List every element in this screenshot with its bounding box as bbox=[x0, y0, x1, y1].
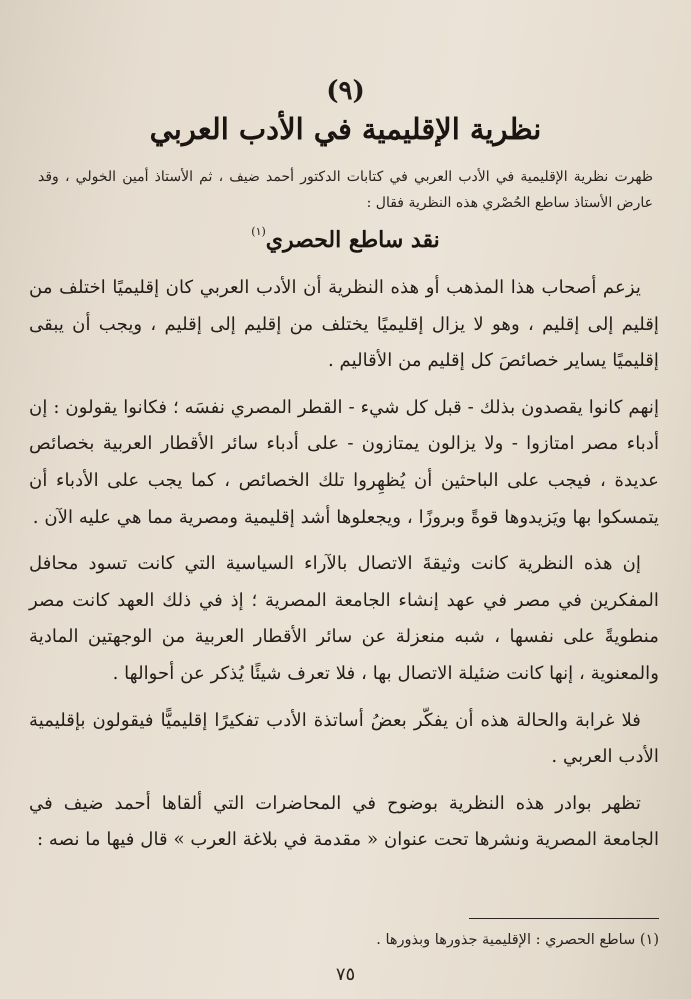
intro-paragraph: ظهرت نظرية الإقليمية في الأدب العربي في كتابات الدكتور أحمد ضيف ، ثم الأستاذ أمين الخولي ، وقد عارض الأستاذ ساطع الحُصْري هذه النظرية فقال : bbox=[38, 169, 653, 211]
page-number: ٧٥ bbox=[335, 964, 356, 985]
body-paragraph: يزعم أصحاب هذا المذهب أو هذه النظرية أن الأدب العربي كان إقليميًا اختلف من إقليم إلى إقليم ، وهو لا يزال إقليميًا يختلف من إقليم إلى إقليم ، ويجب أن يبقى إقليميًا يساير خصائصَ كل إقليم من الأقاليم . bbox=[29, 277, 659, 372]
footnote-marker: (١) bbox=[251, 225, 266, 238]
chapter-number: (٩) bbox=[326, 76, 365, 106]
body-paragraph: إن هذه النظرية كانت وثيقةَ الاتصال بالآراء السياسية التي كانت تسود محافل المفكرين في مصر في عهد إنشاء الجامعة المصرية ؛ إذ في ذلك العهد كانت مصر منطويةً على نفسها ، شبه منعزلة عن سائر الأقطار العربية من الوجهتين المادية والمعنوية ، إنها كانت ضئيلة الاتصال بها ، فلا تعرف شيئًا يُذكر عن أحوالها . bbox=[29, 553, 659, 684]
body-paragraph: فلا غرابة والحالة هذه أن يفكّر بعضُ أساتذة الأدب تفكيرًا إقليميًّا فيقولون بإقليمية الأدب العربي . bbox=[29, 709, 659, 768]
section-title-text: نقد ساطع الحصري bbox=[265, 227, 440, 253]
body-text bbox=[29, 270, 659, 869]
footnote-separator bbox=[469, 918, 659, 919]
body-paragraph: إنهم كانوا يقصدون بذلك - قبل كل شيء - القطر المصري نفسَه ؛ فكانوا يقولون : إن أدباء مصر امتازوا - ولا يزالون يمتازون - على أدباء سائر الأقطار العربية بخصائص عديدة ، فيجب على الباحثين أن يُظهِروا تلك الخصائص ، كما يجب على الأدباء أن يتمسكوا بها ويَزيدوها قوةً وبروزًا ، ويجعلوها أشد إقليمية ومصرية مما هي عليه الآن . bbox=[29, 396, 659, 528]
footnote: (١) ساطع الحصري : الإقليمية جذورها وبذورها . bbox=[376, 932, 659, 948]
chapter-title: نظرية الإقليمية في الأدب العربي bbox=[149, 112, 542, 146]
section-title bbox=[0, 225, 691, 253]
body-paragraph: تظهر بوادر هذه النظرية بوضوح في المحاضرات التي ألقاها أحمد ضيف في الجامعة المصرية ونشرها تحت عنوان « مقدمة في بلاغة العرب » قال فيها ما نصه : bbox=[29, 792, 659, 851]
